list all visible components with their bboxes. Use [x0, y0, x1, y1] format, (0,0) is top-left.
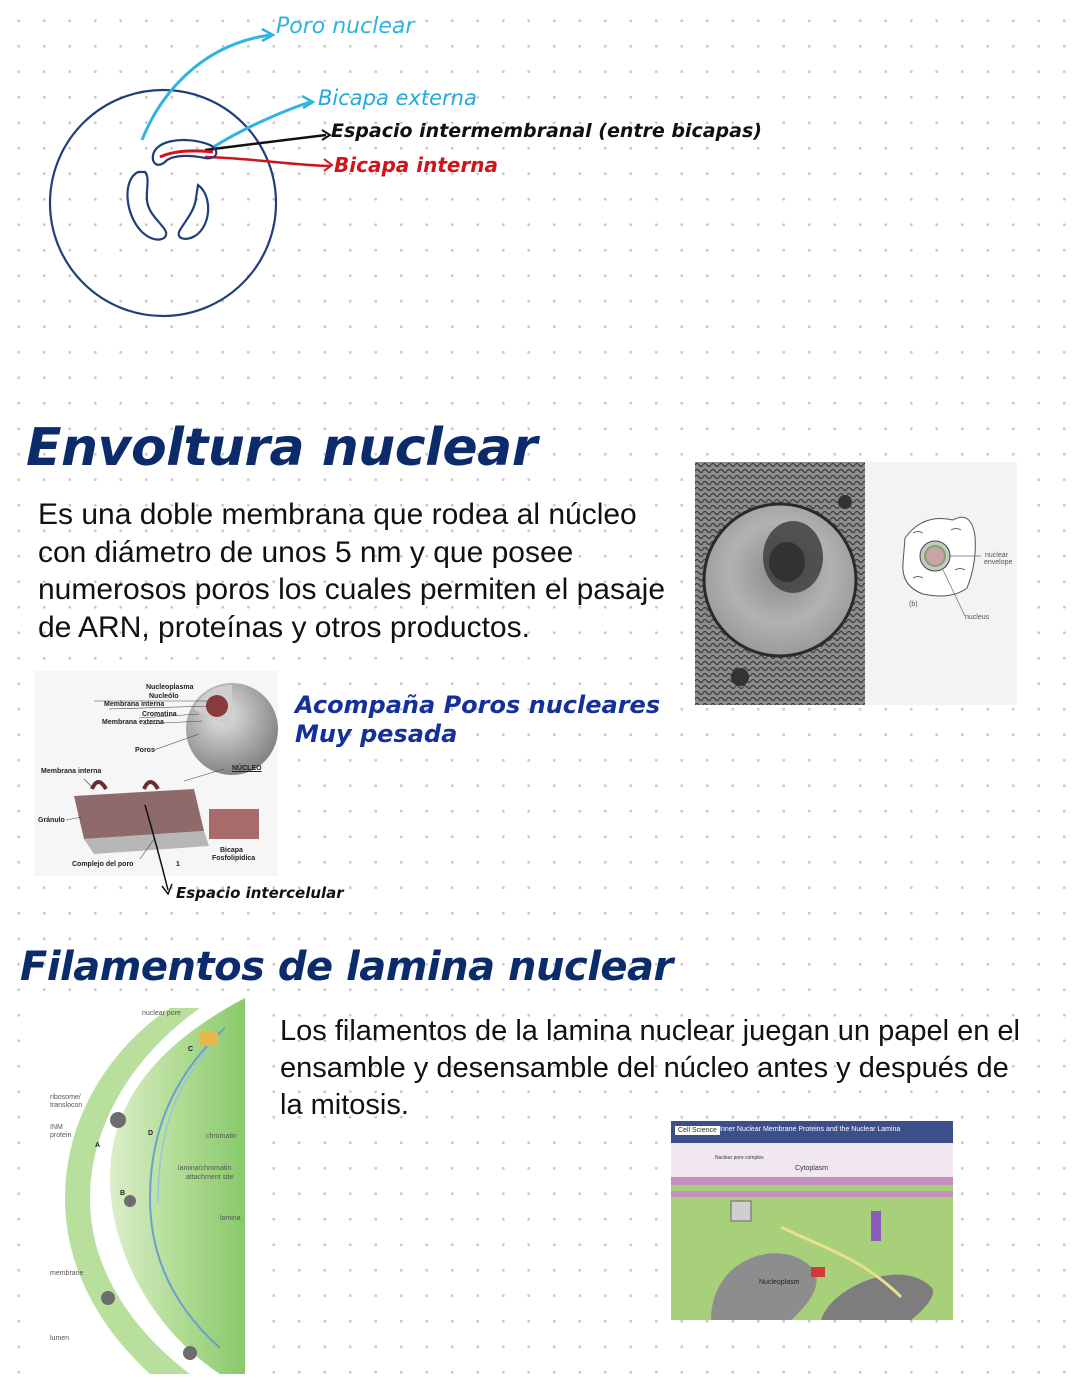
- label-nucleo: NÚCLEO: [232, 765, 262, 772]
- label-attachment: attachment site: [186, 1174, 234, 1181]
- science-figure: [671, 1121, 953, 1320]
- science-cytoplasm: Cytoplasm: [795, 1165, 829, 1172]
- label-d: D: [148, 1130, 154, 1137]
- label-nucleoplasma: Nucleoplasma: [146, 684, 194, 691]
- arrowheads: [318, 126, 338, 176]
- label-nuclear: nuclear: [985, 552, 1008, 559]
- label-c: C: [188, 1046, 194, 1053]
- nucleus-outline: [50, 90, 276, 316]
- section-body-filamentos: Los filamentos de la lamina nuclear juegan un papel en el ensamble y desensamble del núcleo antes y después de la mitosis.: [280, 1015, 1020, 1121]
- science-npc: Nuclear pore complex: [715, 1155, 764, 1161]
- label-num-1: 1: [176, 861, 180, 868]
- label-complejo: Complejo del poro: [72, 861, 134, 868]
- note-acompana: Acompaña Poros nucleares: [295, 691, 661, 719]
- label-poros: Poros: [135, 747, 155, 754]
- label-inm: INM: [50, 1124, 63, 1131]
- label-protein: protein: [50, 1132, 72, 1139]
- section-title-envoltura: Envoltura nuclear: [26, 418, 537, 478]
- micrograph-figure: [695, 462, 1017, 705]
- espacio-arrow: [140, 800, 180, 900]
- label-ribosome: ribosome/: [50, 1094, 81, 1101]
- section-title-filamentos: Filamentos de lamina nuclear: [20, 944, 673, 990]
- label-nucleolo: Nucleólo: [149, 693, 179, 700]
- label-lumen: lumen: [50, 1335, 70, 1342]
- label-poro-nuclear: Poro nuclear: [276, 14, 415, 39]
- poro-pointer: [142, 35, 270, 140]
- label-a: A: [95, 1142, 101, 1149]
- label-lamina-chromatin: lamina/chromatin: [178, 1165, 232, 1172]
- label-envelope: envelope: [984, 559, 1013, 566]
- note-muy-pesada: Muy pesada: [295, 720, 458, 748]
- lamina-illustration: [40, 998, 250, 1374]
- label-bicapa: Bicapa: [220, 847, 243, 854]
- label-granulo: Gránulo: [38, 817, 65, 824]
- label-membrana-externa: Membrana externa: [102, 719, 164, 726]
- micrograph-image: [695, 462, 865, 705]
- label-membrana-interna-2: Membrana interna: [41, 768, 102, 775]
- label-cromatina: Cromatina: [142, 711, 177, 718]
- label-b: (b): [909, 601, 918, 608]
- science-badge: Cell Science: [675, 1126, 720, 1135]
- science-illustration: [671, 1197, 953, 1320]
- label-membrana-interna: Membrana interna: [104, 701, 165, 708]
- label-translocon: translocon: [50, 1102, 83, 1109]
- caption-espacio-intercelular: Espacio intercelular: [176, 884, 344, 902]
- label-espacio-intermembranal: Espacio intermembranal (entre bicapas): [331, 120, 762, 142]
- cell-line-drawing: [893, 508, 1017, 628]
- label-nuclear-pore: nuclear pore: [142, 1010, 181, 1017]
- label-bicapa-interna: Bicapa interna: [334, 153, 499, 177]
- label-nucleus: nucleus: [965, 614, 990, 621]
- label-b-green: B: [120, 1190, 126, 1197]
- label-membrane: membrane: [50, 1270, 84, 1277]
- label-chromatin: chromatin: [206, 1133, 237, 1140]
- lamina-figure: [40, 998, 250, 1374]
- section-body-envoltura: Es una doble membrana que rodea al núcleo con diámetro de unos 5 nm y que posee numerosos poros los cuales permiten el pasaje de ARN, proteínas y otros productos.: [38, 498, 665, 644]
- science-nucleoplasm: Nucleoplasm: [759, 1279, 800, 1286]
- label-fosfolipidica: Fosfolipídica: [212, 855, 256, 862]
- label-lamina: lamina: [220, 1215, 241, 1222]
- science-title: Inner Nuclear Membrane Proteins and the Nuclear Lamina: [719, 1126, 901, 1133]
- label-bicapa-externa: Bicapa externa: [318, 86, 477, 110]
